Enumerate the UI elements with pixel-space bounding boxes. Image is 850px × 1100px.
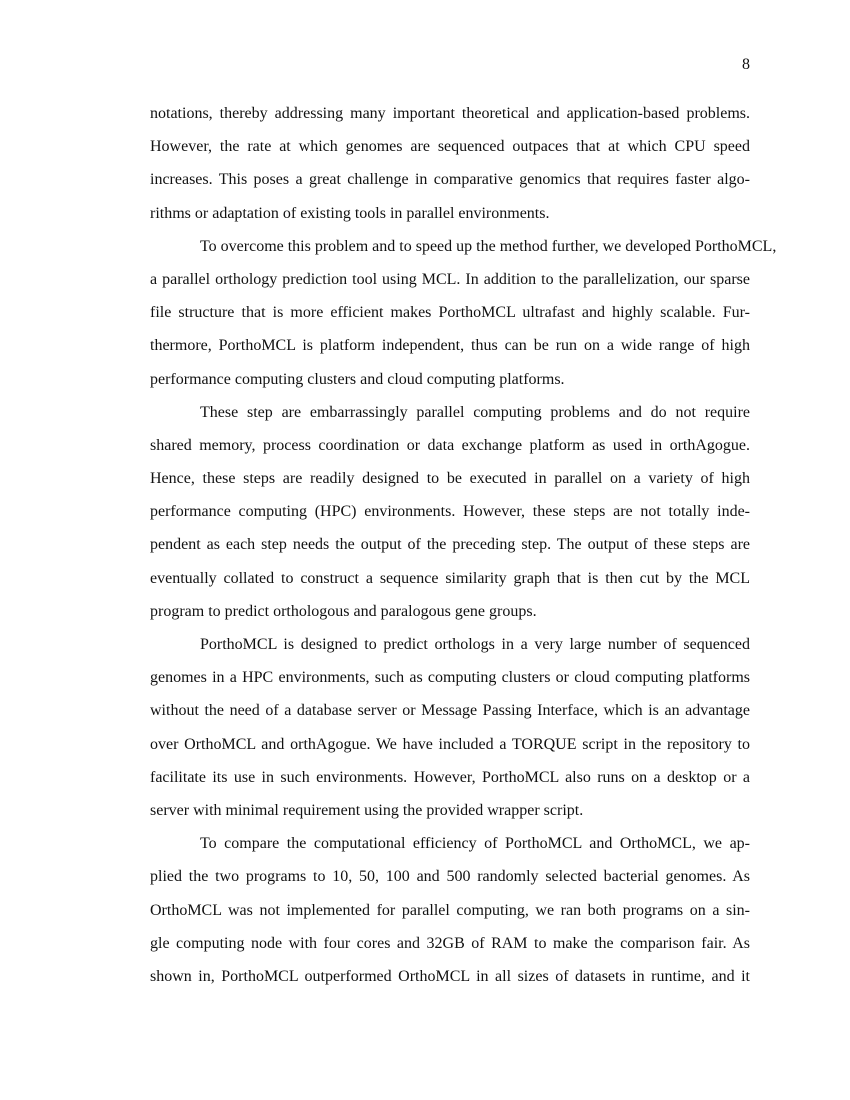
page-number: 8: [742, 56, 750, 73]
paragraph-4-line-1: PorthoMCL is designed to predict orthologs in a very large number of sequenced: [200, 636, 750, 653]
paragraph-5-line-2: plied the two programs to 10, 50, 100 and 500 randomly selected bacterial genomes. As: [150, 868, 750, 886]
paragraph-3-line-4: performance computing (HPC) environments. However, these steps are not totally inde-: [150, 503, 750, 521]
paragraph-2-line-1: To overcome this problem and to speed up the method further, we developed PorthoMCL,: [200, 237, 777, 255]
paragraph-5-line-1: To compare the computational efficiency of PorthoMCL and OrthoMCL, we ap-: [200, 835, 750, 853]
paragraph-3-line-6: eventually collated to construct a sequence similarity graph that is then cut by the MCL: [150, 569, 750, 587]
paragraph-2-line-3: file structure that is more efficient makes PorthoMCL ultrafast and highly scalable. Fur-: [150, 304, 750, 322]
paragraph-1-line-3: increases. This poses a great challenge in comparative genomics that requires faster algo-: [150, 171, 750, 189]
paragraph-2-line-4: thermore, PorthoMCL is platform independent, thus can be run on a wide range of high: [150, 337, 750, 355]
paragraph-2-line-5: performance computing clusters and cloud computing platforms.: [150, 370, 565, 388]
paragraph-5-line-5: shown in, PorthoMCL outperformed OrthoMCL in all sizes of datasets in runtime, and it: [150, 967, 750, 985]
paragraph-3-line-3: Hence, these steps are readily designed to be executed in parallel on a variety of high: [150, 470, 750, 488]
paragraph-1-line-2: However, the rate at which genomes are sequenced outpaces that at which CPU speed: [150, 138, 750, 156]
paragraph-3-line-2: shared memory, process coordination or data exchange platform as used in orthAgogue.: [150, 436, 750, 454]
paragraph-4-line-5: facilitate its use in such environments. However, PorthoMCL also runs on a desktop or a: [150, 768, 750, 786]
body-text: [150, 97, 777, 993]
paragraph-2-line-2: a parallel orthology prediction tool using MCL. In addition to the parallelization, our sparse: [150, 270, 750, 288]
paragraph-4-line-4: over OrthoMCL and orthAgogue. We have included a TORQUE script in the repository to: [150, 735, 750, 753]
paragraph-3-line-1: These step are embarrassingly parallel computing problems and do not require: [200, 403, 750, 421]
paragraph-3-line-7: program to predict orthologous and paralogous gene groups.: [150, 602, 537, 620]
paragraph-5-line-4: gle computing node with four cores and 32GB of RAM to make the comparison fair. As: [150, 934, 750, 952]
paragraph-1-line-4: rithms or adaptation of existing tools in parallel environments.: [150, 204, 550, 222]
paragraph-3-line-5: pendent as each step needs the output of the preceding step. The output of these steps are: [150, 536, 750, 554]
paragraph-4-line-6: server with minimal requirement using the provided wrapper script.: [150, 801, 584, 819]
paragraph-5-line-3: OrthoMCL was not implemented for parallel computing, we ran both programs on a sin-: [150, 901, 750, 919]
paragraph-1-line-1: notations, thereby addressing many important theoretical and application-based problems.: [150, 105, 750, 122]
paragraph-4-line-3: without the need of a database server or Message Passing Interface, which is an advantage: [150, 702, 750, 720]
paragraph-4-line-2: genomes in a HPC environments, such as computing clusters or cloud computing platforms: [150, 669, 750, 687]
